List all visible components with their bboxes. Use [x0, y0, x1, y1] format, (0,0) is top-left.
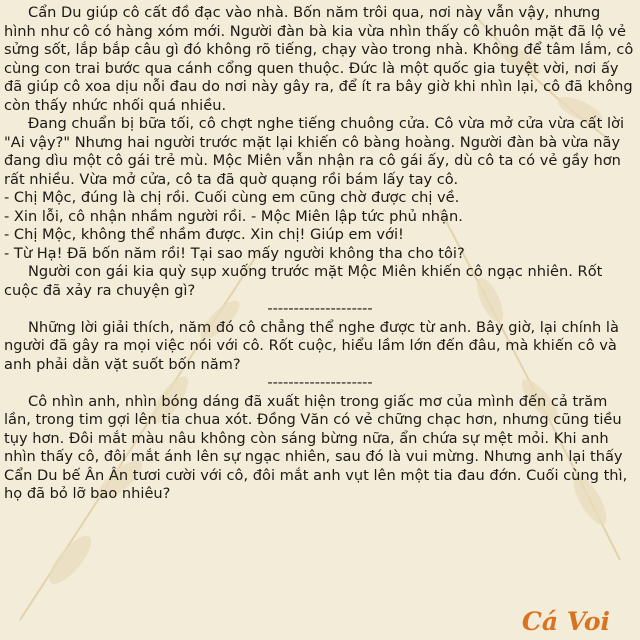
author-signature: Cá Voi [521, 607, 610, 636]
dialogue-line: - Chị Mộc, không thể nhầm được. Xin chị! Giúp em với! [4, 226, 404, 243]
leaf-shape [42, 530, 97, 590]
paragraph-arrival: Cẩn Du giúp cô cất đồ đạc vào nhà. Bốn năm trôi qua, nơi này vẫn vậy, nhưng hình như cô có hàng xóm mới. Người đàn bà kia vừa nhìn thấy cô khuôn mặt đã lộ vẻ sửng sốt, lắp bắp câu gì đó không rõ tiếng, chạy vào trong nhà. Không để tâm lắm, cô cùng con trai bước qua cánh cổng quen thuộc. Đức là một quốc gia tuyệt vời, nơi ấy đã giúp cô xoa dịu nỗi đau do nơi này gây ra, để ít ra bây giờ khi nhìn lại, cô đã không còn thấy nhức nhối quá nhiều. [4, 4, 634, 114]
section-separator: -------------------- [267, 374, 373, 391]
paragraph-explanation: Những lời giải thích, năm đó cô chẳng thể nghe được từ anh. Bây giờ, lại chính là người đã gây ra mọi việc nói với cô. Rốt cuộc, hiểu lầm lớn đến đâu, mà khiến cô và anh phải dằn vặt suốt bốn năm? [4, 318, 619, 373]
section-separator: -------------------- [267, 300, 373, 317]
dialogue-line: - Xin lỗi, cô nhận nhầm người rồi. - Mộc Miên lập tức phủ nhận. [4, 207, 463, 225]
dialogue-line: - Chị Mộc, đúng là chị rồi. Cuối cùng em cũng chờ được chị về. [4, 189, 460, 206]
dialogue-line: - Từ Hạ! Đã bốn năm rồi! Tại sao mấy người không tha cho tôi? [4, 244, 465, 262]
story-page [4, 4, 636, 504]
paragraph-doorbell: Đang chuẩn bị bữa tối, cô chợt nghe tiếng chuông cửa. Cô vừa mở cửa vừa cất lời "Ai vậy?" Nhưng hai người trước mặt lại khiến cô bàng hoàng. Người đàn bà vừa nãy đang dìu một cô gái trẻ mù. Mộc Miên vẫn nhận ra cô gái ấy, dù cô ta có vẻ gầy hơn rất nhiều. Vừa mở cửa, cô ta đã quờ quạng rồi bám lấy tay cô. [4, 115, 625, 188]
paragraph-reunion: Cô nhìn anh, nhìn bóng dáng đã xuất hiện trong giấc mơ của mình đến cả trăm lần, trong tim gợi lên tia chua xót. Đồng Văn có vẻ chững chạc hơn, nhưng cũng tiều tụy hơn. Đôi mắt màu nâu không còn sáng bừng nữa, ẩn chứa sự mệt mỏi. Khi anh nhìn thấy cô, đôi mắt ánh lên sự ngạc nhiên, sau đó là vui mừng. Nhưng anh lại thấy Cẩn Du bế Ân Ân tươi cười với cô, đôi mắt anh vụt lên một tia đau đớn. Cuối cùng thì, họ đã bỏ lỡ bao nhiêu? [4, 392, 628, 502]
paragraph-kneel: Người con gái kia quỳ sụp xuống trước mặt Mộc Miên khiến cô ngạc nhiên. Rốt cuộc đã xảy ra chuyện gì? [4, 263, 603, 299]
